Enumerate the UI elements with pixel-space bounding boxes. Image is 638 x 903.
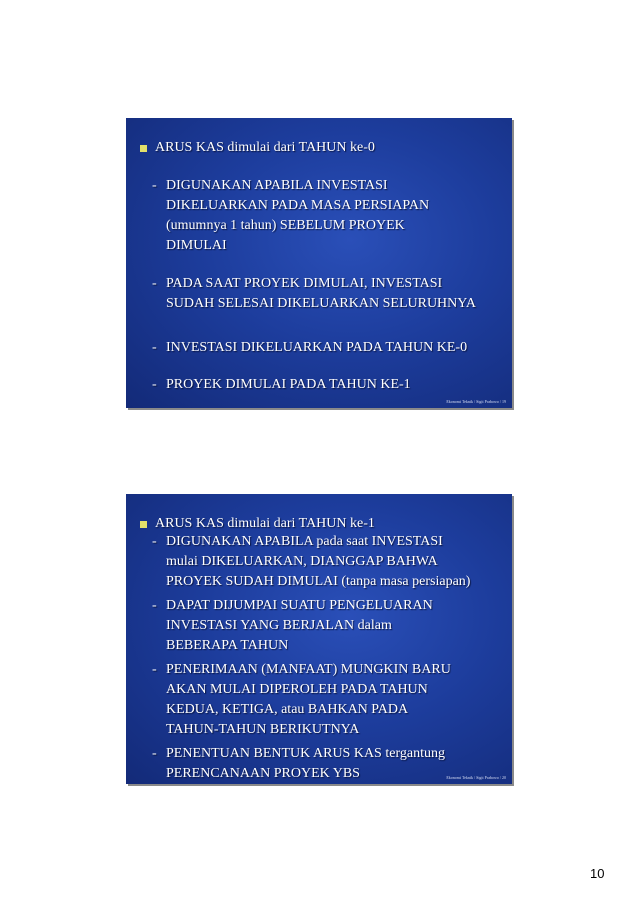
slide-heading-row — [140, 140, 375, 156]
list-line: KEDUA, KETIGA, atau BAHKAN PADA — [166, 702, 409, 717]
list-dash: - — [152, 534, 157, 549]
slide-heading: ARUS KAS dimulai dari TAHUN ke-0 — [155, 140, 375, 155]
list-item — [152, 176, 502, 256]
list-line: PROYEK DIMULAI PADA TAHUN KE-1 — [166, 377, 411, 392]
list-line: DIMULAI — [166, 238, 227, 253]
list-line: DAPAT DIJUMPAI SUATU PENGELUARAN — [166, 598, 433, 613]
bullet-square-icon — [140, 145, 147, 152]
slide-2 — [126, 494, 512, 784]
list-line: DIKELUARKAN PADA MASA PERSIAPAN — [166, 198, 430, 213]
list-line: mulai DIKELUARKAN, DIANGGAP BAHWA — [166, 554, 438, 569]
list-dash: - — [152, 598, 157, 613]
list-dash: - — [152, 276, 157, 291]
list-line: DIGUNAKAN APABILA INVESTASI — [166, 178, 388, 193]
list-item — [152, 660, 502, 740]
list-item — [152, 375, 502, 395]
list-item — [152, 532, 502, 592]
list-line: AKAN MULAI DIPEROLEH PADA TAHUN — [166, 682, 428, 697]
list-line: INVESTASI YANG BERJALAN dalam — [166, 618, 392, 633]
list-line: PROYEK SUDAH DIMULAI (tanpa masa persiapan) — [166, 574, 471, 589]
list-line: PADA SAAT PROYEK DIMULAI, INVESTASI — [166, 276, 443, 291]
list-line: PERENCANAAN PROYEK YBS — [166, 766, 360, 781]
slide-1 — [126, 118, 512, 408]
bullet-square-icon — [140, 521, 147, 528]
list-dash: - — [152, 377, 157, 392]
list-line: SUDAH SELESAI DIKELUARKAN SELURUHNYA — [166, 296, 476, 311]
list-line: PENERIMAAN (MANFAAT) MUNGKIN BARU — [166, 662, 451, 677]
slide-heading-row — [140, 516, 375, 532]
list-item — [152, 274, 502, 314]
list-line: (umumnya 1 tahun) SEBELUM PROYEK — [166, 218, 405, 233]
list-item — [152, 596, 502, 656]
list-line: TAHUN-TAHUN BERIKUTNYA — [166, 722, 360, 737]
list-line: PENENTUAN BENTUK ARUS KAS tergantung — [166, 746, 445, 761]
slide-heading: ARUS KAS dimulai dari TAHUN ke-1 — [155, 516, 375, 531]
slide-footer: Ekonomi Teknik / Sigit Prabowo / 19 — [446, 399, 506, 404]
slide-footer: Ekonomi Teknik / Sigit Prabowo / 20 — [446, 775, 506, 780]
list-line: BEBERAPA TAHUN — [166, 638, 289, 653]
page-number: 10 — [590, 866, 605, 881]
list-dash: - — [152, 178, 157, 193]
list-dash: - — [152, 746, 157, 761]
list-dash: - — [152, 662, 157, 677]
list-line: INVESTASI DIKELUARKAN PADA TAHUN KE-0 — [166, 340, 468, 355]
list-line: DIGUNAKAN APABILA pada saat INVESTASI — [166, 534, 443, 549]
list-item — [152, 338, 502, 358]
list-dash: - — [152, 340, 157, 355]
